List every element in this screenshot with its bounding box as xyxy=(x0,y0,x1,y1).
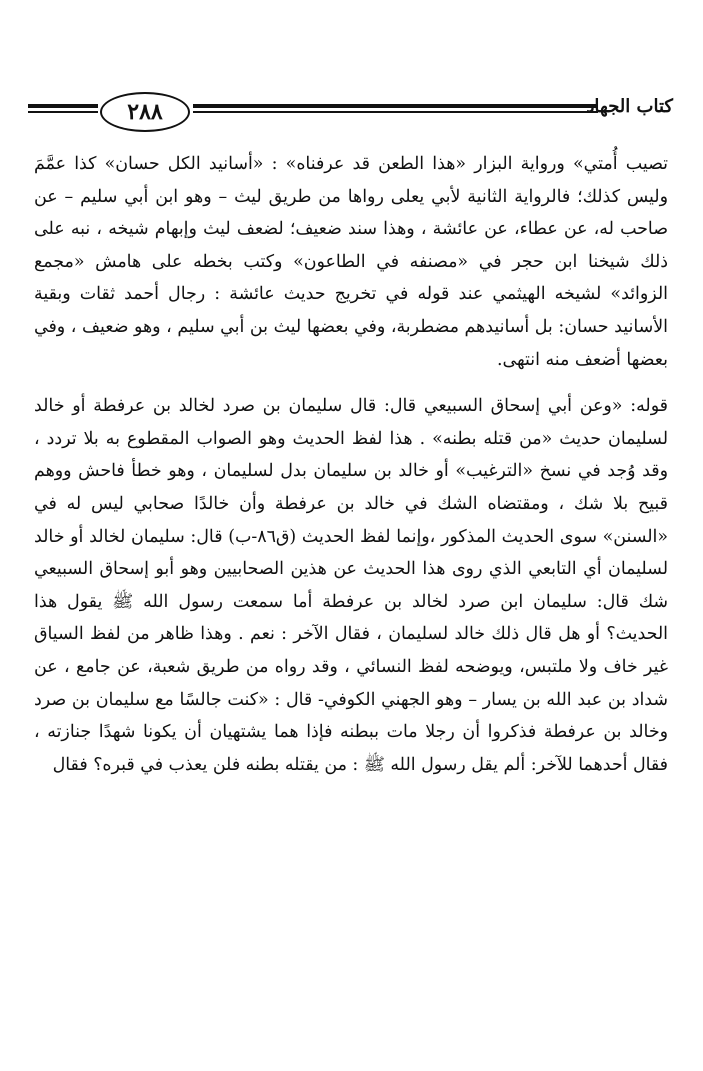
page-number: ٢٨٨ xyxy=(100,92,190,132)
paragraph-2: قوله: «وعن أبي إسحاق السبيعي قال: قال سليمان بن صرد لخالد بن عرفطة أو خالد لسليمان حديث «من قتله بطنه» . هذا لفظ الحديث وهو الصواب المقطوع به بلا تردد ، وقد وُجد في نسخ «الترغيب» أو خالد بن سليمان بدل لسليمان ، وهو خطأ فاحش ووهم قبيح بلا شك ، ومقتضاه الشك في خالد بن عرفطة وأن خالدًا صحابي ليس له في «السنن» سوى الحديث المذكور ،وإنما لفظ الحديث (ق٨٦-ب) قال: سليمان لخالد أو خالد لسليمان أي التابعي الذي روى هذا الحديث عن هذين الصحابيين وهو أبو إسحاق السبيعي شك قال: سليمان ابن صرد لخالد بن عرفطة أما سمعت رسول الله ﷺ يقول هذا الحديث؟ أو هل قال ذلك خالد لسليمان ، فقال الآخر : نعم . وهذا ظاهر من لفظ السياق غير خاف ولا ملتبس، ويوضحه لفظ النسائي ، وقد رواه من طريق شعبة، عن جامع ، عن شداد بن عبد الله بن يسار – وهو الجهني الكوفي- قال : «كنت جالسًا مع سليمان بن صرد وخالد بن عرفطة فذكروا أن رجلا مات ببطنه فإذا هما يشتهيان أن يكونا شهدًا جنازته ، فقال أحدهما للآخر: ألم يقل رسول الله ﷺ : من يقتله بطنه فلن يعذب في قبره؟ فقال xyxy=(34,396,669,775)
paragraph-1: تصيب أُمتي» ورواية البزار «هذا الطعن قد عرفناه» : «أسانيد الكل حسان» كذا عمَّمَ وليس كذلك؛ فالرواية الثانية لأبي يعلى رواها من طريق ليث – وهو ابن أبي سليم – عن صاحب له، عن عطاء، عن عائشة ، وهذا سند ضعيف؛ لضعف ليث وإبهام شيخه ، نبه على ذلك شيخنا ابن حجر في «مصنفه في الطاعون» وكتب بخطه على هامش «مجمع الزوائد» لشيخه الهيثمي عند قوله في تخريج حديث عائشة : رجال أحمد ثقات وبقية الأسانيد حسان: بل أسانيدهم مضطربة، وفي بعضها ليث بن أبي سليم ، وهو ضعيف ، وفي بعضها أضعف منه انتهى. xyxy=(34,154,668,370)
header-rule-right xyxy=(193,104,598,113)
page-body xyxy=(34,148,668,781)
header-rule-left xyxy=(28,104,98,113)
book-title: كتاب الجهاد xyxy=(586,96,673,117)
page-header xyxy=(28,88,673,138)
